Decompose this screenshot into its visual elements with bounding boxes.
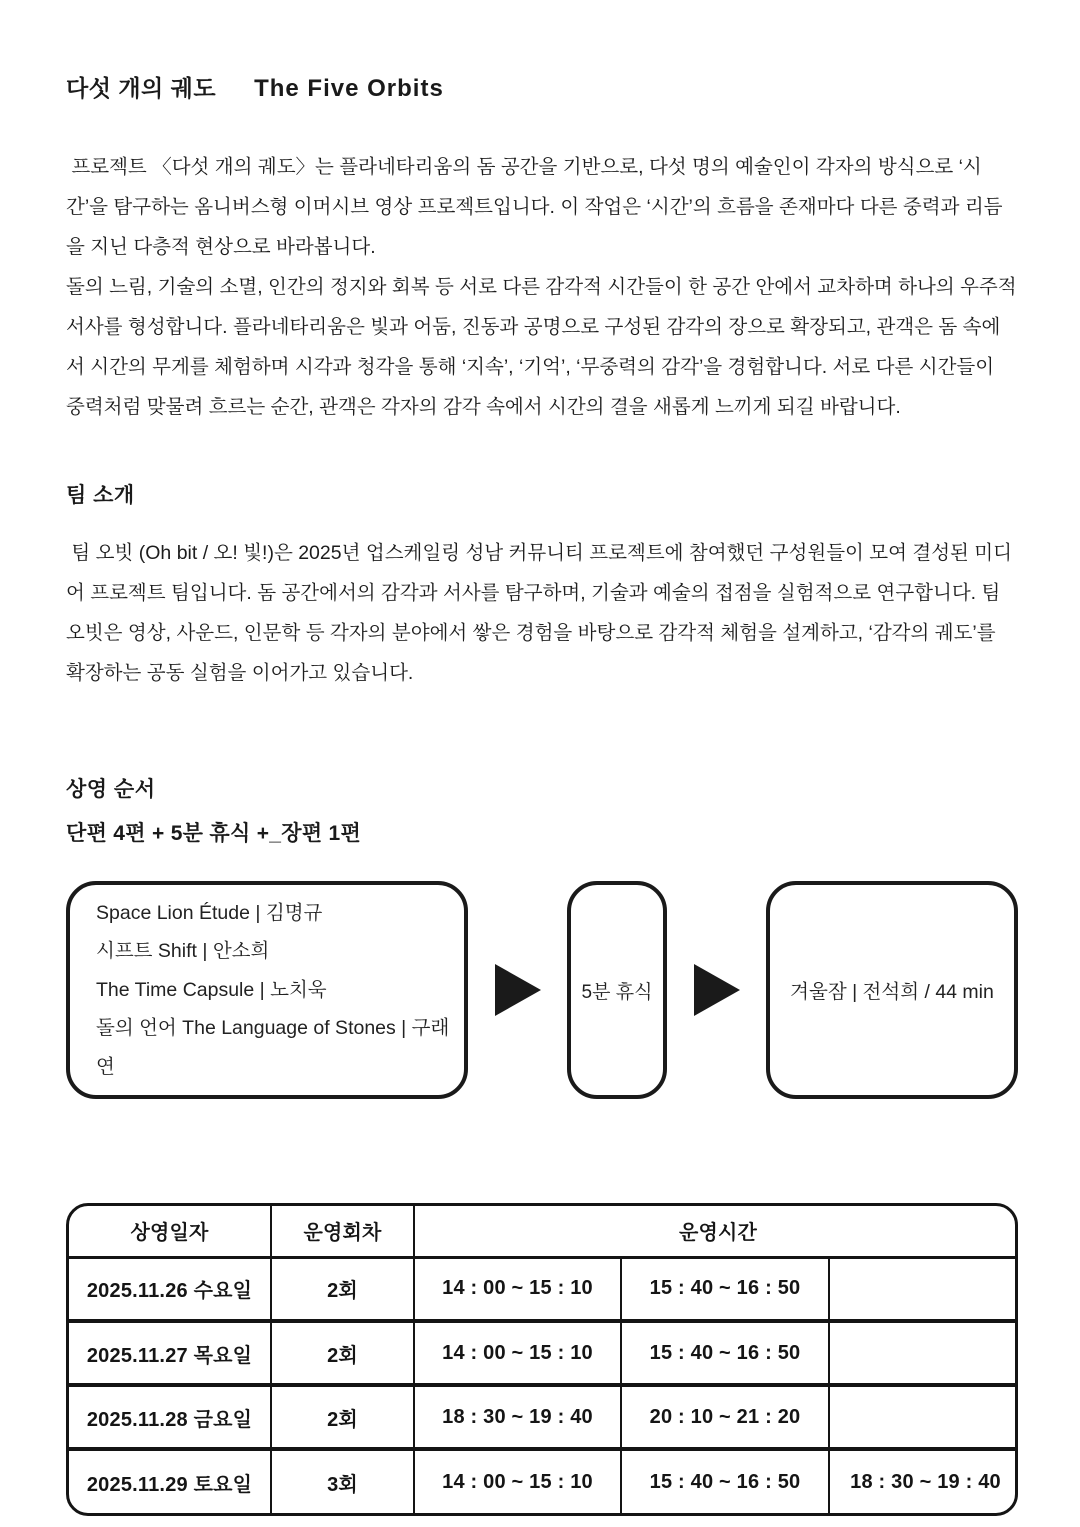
short-film-item: Space Lion Étude | 김명규: [96, 901, 323, 924]
cell-time-3: [829, 1321, 1018, 1385]
column-header-date: 상영일자: [69, 1206, 271, 1257]
feature-film-label: 겨울잠 | 전석희 / 44 min: [790, 981, 994, 1003]
right-arrow-icon: [694, 964, 740, 1016]
cell-time-1: 18 : 30 ~ 19 : 40: [414, 1385, 621, 1449]
cell-time-2: 15 : 40 ~ 16 : 50: [621, 1257, 829, 1321]
short-film-item: The Time Capsule | 노치욱: [96, 978, 327, 1001]
table-row: [69, 1257, 1018, 1321]
cell-time-1: 14 : 00 ~ 15 : 10: [414, 1257, 621, 1321]
screening-flow-diagram: [66, 881, 1018, 1099]
cell-date: 2025.11.28 금요일: [69, 1385, 271, 1449]
cell-session-count: 2회: [271, 1321, 414, 1385]
short-film-item: 돌의 언어 The Language of Stones | 구래연: [96, 1017, 450, 1078]
table-row: [69, 1321, 1018, 1385]
cell-time-2: 20 : 10 ~ 21 : 20: [621, 1385, 829, 1449]
cell-time-2: 15 : 40 ~ 16 : 50: [621, 1449, 829, 1513]
cell-session-count: 2회: [271, 1257, 414, 1321]
right-arrow-icon: [495, 964, 541, 1016]
team-description: 팀 오빗 (Oh bit / 오! 빛!)은 2025년 업스케일링 성남 커뮤니티 프로젝트에 참여했던 구성원들이 모여 결성된 미디어 프로젝트 팀입니다. 돔 공간에서의 감각과 서사를 탐구하며, 기술과 예술의 접점을 실험적으로 연구합니다. 팀 오빗은 영상, 사운드, 인문학 등 각자의 분야에서 쌓은 경험을 바탕으로 감각적 체험을 설계하고, ‘감각의 궤도’를 확장하는 공동 실험을 이어가고 있습니다.: [66, 542, 1012, 684]
column-header-sessions: 운영회차: [271, 1206, 414, 1257]
project-intro-section: [66, 147, 1023, 427]
page-title: [66, 70, 1014, 103]
feature-film-box: [766, 881, 1018, 1099]
title-korean: 다섯 개의 궤도: [66, 75, 217, 101]
column-header-times: 운영시간: [678, 1222, 758, 1245]
screening-order-subheading: 단편 4편 + 5분 휴식 +_장편 1편: [66, 822, 362, 845]
team-heading: 팀 소개: [66, 484, 135, 507]
schedule-header-row: [69, 1206, 1018, 1257]
cell-time-1: 14 : 00 ~ 15 : 10: [414, 1321, 621, 1385]
cell-session-count: 3회: [271, 1449, 414, 1513]
cell-date: 2025.11.26 수요일: [69, 1257, 271, 1321]
cell-time-3: [829, 1385, 1018, 1449]
break-label: 5분 휴식: [581, 981, 653, 1003]
intro-paragraph-1: 프로젝트 〈다섯 개의 궤도〉는 플라네타리움의 돔 공간을 기반으로, 다섯 명의 예술인이 각자의 방식으로 ‘시간’을 탐구하는 옴니버스형 이머시브 영상 프로젝트입니다. 이 작업은 ‘시간’의 흐름을 존재마다 다른 중력과 리듬을 지닌 다층적 현상으로 바라봅니다.: [66, 156, 1003, 258]
cell-session-count: 2회: [271, 1385, 414, 1449]
cell-time-1: 14 : 00 ~ 15 : 10: [414, 1449, 621, 1513]
table-row: [69, 1449, 1018, 1513]
shorts-program-box: [66, 881, 468, 1099]
schedule-table: [69, 1206, 1018, 1513]
intro-paragraph-2: 돌의 느림, 기술의 소멸, 인간의 정지와 회복 등 서로 다른 감각적 시간들이 한 공간 안에서 교차하며 하나의 우주적 서사를 형성합니다. 플라네타리움은 빛과 어둠, 진동과 공명으로 구성된 감각의 장으로 확장되고, 관객은 돔 속에서 시간의 무게를 체험하며 시각과 청각을 통해 ‘지속’, ‘기억’, ‘무중력의 감각’을 경험합니다. 서로 다른 시간들이 중력처럼 맞물려 흐르는 순간, 관객은 각자의 감각 속에서 시간의 결을 새롭게 느끼게 되길 바랍니다.: [66, 276, 1023, 418]
break-box: [567, 881, 667, 1099]
short-film-item: 시프트 Shift | 안소희: [96, 940, 270, 963]
cell-date: 2025.11.27 목요일: [69, 1321, 271, 1385]
cell-date: 2025.11.29 토요일: [69, 1449, 271, 1513]
cell-time-2: 15 : 40 ~ 16 : 50: [621, 1321, 829, 1385]
table-row: [69, 1385, 1018, 1449]
cell-time-3: [829, 1257, 1018, 1321]
title-english: The Five Orbits: [254, 75, 444, 102]
screening-order-heading: 상영 순서: [66, 778, 156, 801]
schedule-table-container: [66, 1203, 1018, 1516]
cell-time-3: 18 : 30 ~ 19 : 40: [850, 1470, 1001, 1493]
